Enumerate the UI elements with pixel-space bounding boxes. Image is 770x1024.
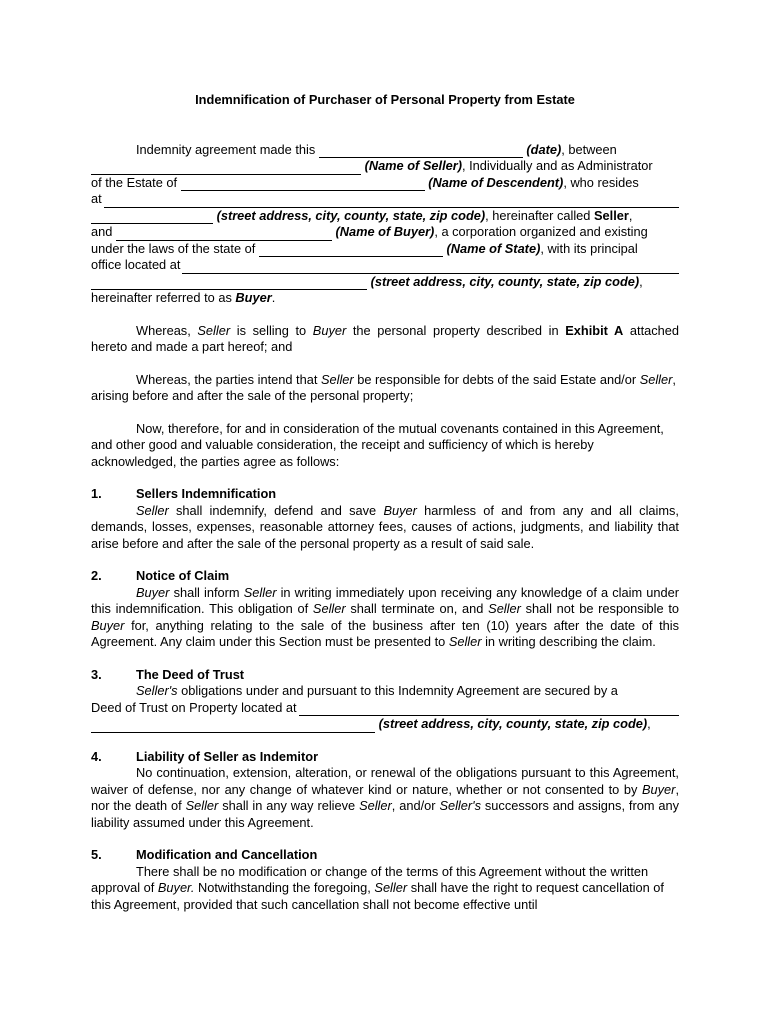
- s1-b: harmless of and from any and all claims, demands, losses, expenses, reasonable attorney fees, causes of actions, judgments, and liability that arise before and after the sale of the personal property as a result of said sale.: [91, 502, 679, 551]
- whereas-1-b: is selling to: [236, 322, 307, 338]
- whereas-1-seller: Seller: [197, 322, 231, 338]
- s4-a: No continuation, extension, alteration, or renewal of the obligations pursuant to this Agreement, waiver of defense, nor any change of whatever kind or nature, whether or not consented to by: [91, 765, 679, 797]
- trust-property-blank-cont[interactable]: [91, 720, 375, 733]
- whereas-1-d: attached hereto and made a part hereof; and: [91, 322, 680, 354]
- whereas-2-b: be responsible for debts of the said Estate and/or: [357, 371, 637, 387]
- name-of-buyer-label: (Name of Buyer): [335, 224, 435, 239]
- intro-block: [91, 142, 679, 307]
- s2-seller4: Seller: [448, 634, 482, 649]
- now-therefore: Now, therefore, for and in consideration of the mutual covenants contained in this Agreement, and other good and valuable consideration, the receipt and sufficiency of which is hereby acknowledged, the parties agree as follows:: [91, 420, 664, 469]
- section-3: [91, 667, 679, 733]
- whereas-2: [91, 372, 679, 405]
- residence-blank[interactable]: [104, 195, 679, 208]
- office-address-blank-cont[interactable]: [91, 277, 367, 290]
- buyer-term: Buyer: [235, 290, 272, 305]
- s2-seller3: Seller: [488, 601, 521, 616]
- s3-comma: ,: [647, 716, 651, 731]
- intro-individually: , Individually and as Administrator: [462, 158, 653, 173]
- section-5-heading: Modification and Cancellation: [136, 847, 318, 862]
- section-4-number: 4.: [91, 748, 102, 764]
- s2-seller2: Seller: [312, 601, 346, 616]
- intro-comma-2: ,: [639, 273, 643, 289]
- section-2-number: 2.: [91, 568, 102, 583]
- whereas-1-c: the personal property described in: [352, 322, 559, 338]
- exhibit-a-ref: Exhibit A: [565, 322, 624, 338]
- section-1: [91, 486, 679, 552]
- s4-c: shall in any way relieve: [222, 798, 356, 813]
- intro-who-resides: , who resides: [563, 174, 639, 190]
- date-blank[interactable]: [319, 145, 523, 158]
- section-4: [91, 749, 679, 832]
- s4-buyer: Buyer: [642, 781, 676, 797]
- name-of-seller-label: (Name of Seller): [364, 158, 462, 173]
- s2-buyer: Buyer: [136, 584, 170, 600]
- intro-at: at: [91, 191, 102, 206]
- seller-name-blank[interactable]: [91, 162, 361, 175]
- whereas-1-a: Whereas,: [136, 322, 191, 338]
- s4-sellers: Seller's: [439, 798, 481, 813]
- section-4-heading: Liability of Seller as Indemitor: [136, 748, 319, 764]
- section-5: [91, 847, 679, 913]
- whereas-1-buyer: Buyer: [312, 322, 347, 338]
- descendent-name-blank[interactable]: [181, 178, 425, 191]
- section-5-number: 5.: [91, 847, 102, 862]
- s2-seller: Seller: [243, 584, 277, 600]
- intro-period: .: [271, 290, 276, 305]
- intro-corporation: , a corporation organized and existing: [434, 224, 648, 239]
- section-3-heading: The Deed of Trust: [136, 666, 245, 682]
- name-of-state-label: (Name of State): [446, 240, 541, 256]
- s1-buyer: Buyer: [383, 502, 417, 518]
- s1-seller: Seller: [136, 502, 169, 518]
- trust-property-blank[interactable]: [299, 703, 679, 716]
- street-address-label: (street address, city, county, state, zip code): [216, 207, 486, 223]
- s5-b: Notwithstanding the foregoing,: [197, 880, 371, 895]
- intro-principal: , with its principal: [540, 240, 638, 256]
- s4-e: successors and assigns, from any liability assumed under this Agreement.: [91, 798, 680, 830]
- s4-b: , nor the death of: [91, 781, 679, 813]
- s2-f: in writing describing the claim.: [485, 634, 656, 649]
- section-1-number: 1.: [91, 486, 102, 501]
- s2-d: shall not be responsible to: [525, 601, 680, 616]
- whereas-2-seller2: Seller: [639, 371, 673, 387]
- s2-buyer2: Buyer: [91, 617, 125, 633]
- s2-a: shall inform: [173, 584, 240, 600]
- intro-of-estate: of the Estate of: [91, 174, 178, 190]
- s5-buyer: Buyer.: [157, 880, 195, 895]
- date-label: (date): [526, 141, 562, 157]
- whereas-2-c: , arising before and after the sale of the personal property;: [91, 371, 676, 403]
- s4-seller: Seller: [185, 798, 219, 813]
- s2-e: for, anything relating to the sale of the business after ten (10) years after the date of this Agreement. Any claim under this Section must be presented to: [91, 617, 679, 649]
- state-name-blank[interactable]: [259, 244, 443, 257]
- section-2: [91, 568, 679, 651]
- name-of-descendent-label: (Name of Descendent): [428, 174, 564, 190]
- intro-and: and: [91, 224, 113, 239]
- s3-b: Deed of Trust on Property located at: [91, 699, 297, 715]
- s1-a: shall indemnify, defend and save: [175, 502, 377, 518]
- whereas-1: [91, 323, 679, 356]
- intro-comma: ,: [628, 207, 633, 223]
- s4-d: , and/or: [391, 798, 436, 813]
- section-1-heading: Sellers Indemnification: [136, 486, 277, 501]
- document-title: Indemnification of Purchaser of Personal Property from Estate: [195, 92, 575, 107]
- s2-b: in writing immediately upon receiving any knowledge of a claim under this indemnification. This obligation of: [91, 584, 679, 616]
- office-address-blank[interactable]: [182, 261, 679, 274]
- intro-hereinafter-referred: hereinafter referred to as: [91, 290, 232, 305]
- s5-c: shall have the right to request cancellation of this Agreement, provided that such cancellation shall not become effective until: [91, 880, 664, 912]
- s5-seller: Seller: [374, 880, 408, 895]
- intro-made-this: Indemnity agreement made this: [136, 141, 316, 157]
- section-3-number: 3.: [91, 666, 102, 682]
- s3-sellers: Seller's: [136, 683, 178, 698]
- intro-hereinafter-called: , hereinafter called: [485, 207, 591, 223]
- office-street-address-label: (street address, city, county, state, zip code): [370, 273, 640, 289]
- buyer-name-blank[interactable]: [116, 228, 332, 241]
- seller-term: Seller: [593, 207, 629, 223]
- s3-a: obligations under and pursuant to this Indemnity Agreement are secured by a: [181, 683, 618, 698]
- section-2-heading: Notice of Claim: [136, 568, 230, 583]
- s4-seller2: Seller: [359, 798, 392, 813]
- intro-between: , between: [561, 141, 617, 157]
- whereas-2-seller: Seller: [320, 371, 354, 387]
- intro-under-laws: under the laws of the state of: [91, 240, 256, 256]
- intro-office-located: office located at: [91, 257, 181, 272]
- s3-street-address-label: (street address, city, county, state, zip code): [378, 716, 648, 731]
- s2-c: shall terminate on, and: [350, 601, 484, 616]
- residence-blank-cont[interactable]: [91, 211, 213, 224]
- whereas-2-a: Whereas, the parties intend that: [136, 371, 318, 387]
- s5-a: There shall be no modification or change of the terms of this Agreement without the written approval of: [91, 863, 649, 895]
